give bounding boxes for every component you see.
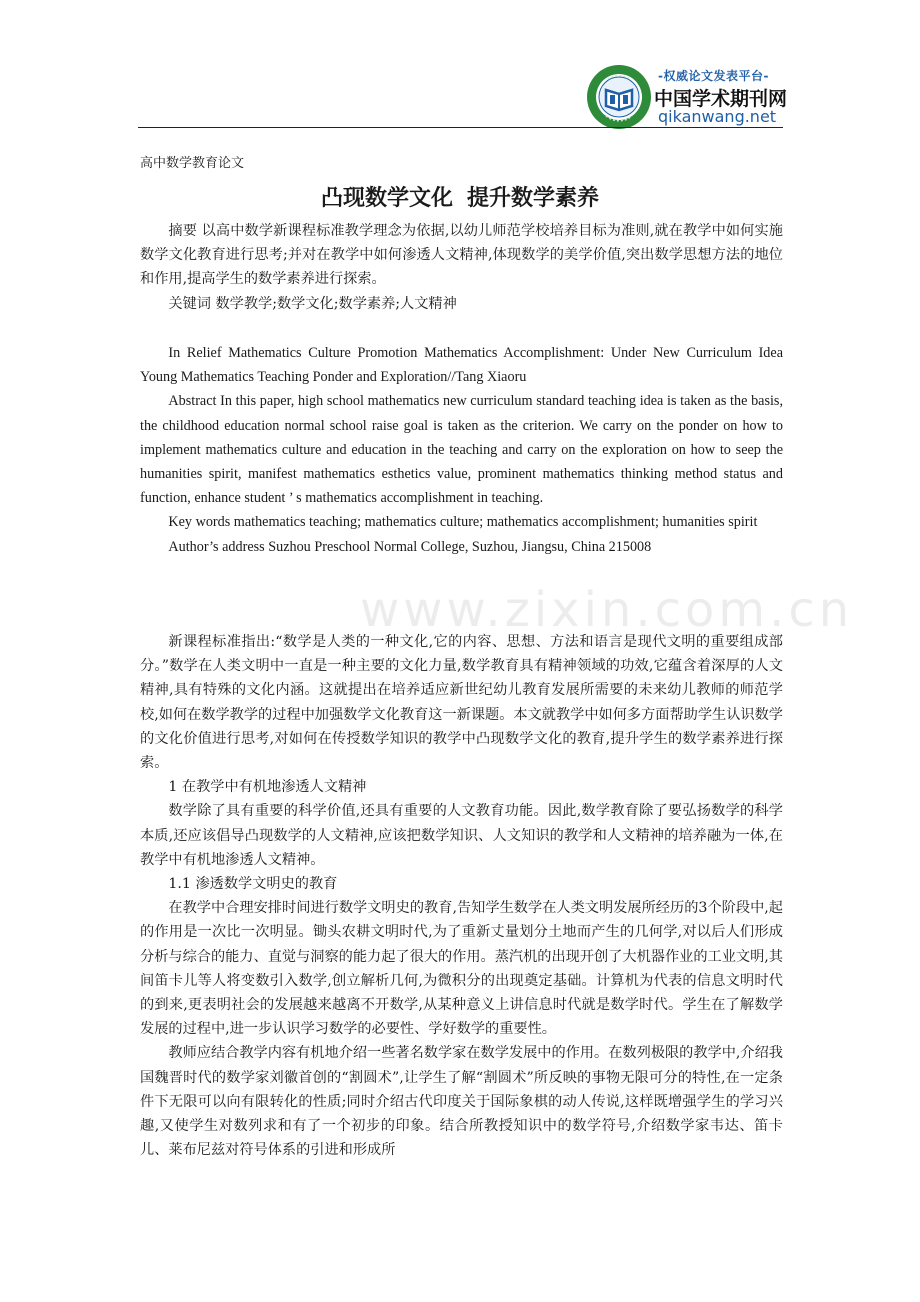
watermark: www.zixin.com.cn: [360, 582, 854, 638]
paragraph-1: 数学除了具有重要的科学价值,还具有重要的人文教育功能。因此,数学教育除了要弘扬数学的科学本质,还应该倡导凸现数学的人文精神,应该把数学知识、人文知识的教学和人文精神的培养融为一体,在教学中有机地渗透人文精神。: [140, 803, 783, 868]
title-part-2: 提升数学素养: [467, 186, 600, 211]
heading-1-1: 1.1 渗透数学文明史的教育: [168, 876, 338, 893]
header-divider: [138, 127, 783, 128]
keywords-cn: 关键词 数学教学;数学文化;数学素养;人文精神: [168, 295, 457, 312]
paragraph-3: 教师应结合教学内容有机地介绍一些著名数学家在数学发展中的作用。在数列极限的教学中,介绍我国魏晋时代的数学家刘徽首创的“割圆术”,让学生了解“割圆术”所反映的事物无限可分的特性,在一定条件下无限可以向有限转化的性质;同时介绍古代印度关于国际象棋的动人传说,这样既增强学生的学习兴趣,又使学生对数列求和有了一个初步的印象。结合所教授知识中的数学符号,介绍数学家韦达、笛卡儿、莱布尼兹对符号体系的引进和形成所: [140, 1045, 783, 1159]
english-title: In Relief Mathematics Culture Promotion Mathematics Accomplishment: Under New Curriculum Idea Young Mathematics Teaching Ponder and Exploration//Tang Xiaoru: [140, 345, 783, 386]
site-logo[interactable]: [586, 64, 796, 130]
abstract-cn-block: [140, 219, 783, 316]
page-title: [0, 181, 920, 212]
logo-url[interactable]: qikanwang.net: [658, 107, 777, 126]
abstract-cn: 摘要 以高中数学新课程标准教学理念为依据,以幼儿师范学校培养目标为准则,就在教学中如何实施数学文化教育进行思考;并对在教学中如何渗透人文精神,体现数学的美学价值,突出数学思想方法的地位和作用,提高学生的数学素养进行探索。: [140, 223, 783, 288]
english-address: Author’s address Suzhou Preschool Normal College, Suzhou, Jiangsu, China 215008: [168, 538, 652, 555]
section-label: 高中数学教育论文: [140, 156, 245, 171]
logo-slogan: -权威论文发表平台-: [658, 69, 769, 83]
intro-paragraph: 新课程标准指出:“数学是人类的一种文化,它的内容、思想、方法和语言是现代文明的重要组成部分。”数学在人类文明中一直是一种主要的文化力量,数学教育具有精神领域的功效,它蕴含着深厚的人文精神,具有特殊的文化内涵。这就提出在培养适应新世纪幼儿教育发展所需要的未来幼儿教师的师范学校,如何在数学教学的过程中加强数学文化教育这一新课题。本文就教学中如何多方面帮助学生认识数学的文化价值进行思考,对如何在传授数学知识的教学中凸现数学文化的教育,提升学生的数学素养进行探索。: [140, 634, 783, 772]
english-keywords: Key words mathematics teaching; mathematics culture; mathematics accomplishment; humanities spirit: [168, 514, 758, 531]
title-part-1: 凸现数学文化: [320, 186, 453, 211]
english-abstract: Abstract In this paper, high school mathematics new curriculum standard teaching idea is taken as the basis, the childhood education normal school raise goal is taken as the criterion. We carry on the ponder on how to implement mathematics culture and education in the teaching and carry on the exploration on how to seep the humanities spirit, manifest mathematics esthetics value, prominent mathematics thinking method status and function, enhance student ’ s mathematics accomplishment in teaching.: [140, 393, 783, 507]
main-body: [140, 630, 783, 1162]
logo-emblem-icon: [586, 64, 652, 130]
paragraph-2: 在教学中合理安排时间进行数学文明史的教育,告知学生数学在人类文明发展所经历的3个阶段中,起的作用是一次比一次明显。锄头农耕文明时代,为了重新丈量划分土地而产生的几何学,对以后人们形成分析与综合的能力、直觉与洞察的能力起了很大的作用。蒸汽机的出现开创了大机器作业的工业文明,其间笛卡儿等人将变数引入数学,创立解析几何,为微积分的出现奠定基础。计算机为代表的信息文明时代的到来,更表明社会的发展越来越离不开数学,从某种意义上讲信息时代就是数学时代。学生在了解数学发展的过程中,进一步认识学习数学的必要性、学好数学的重要性。: [140, 900, 783, 1038]
abstract-en-block: [140, 341, 783, 559]
heading-1: 1 在教学中有机地渗透人文精神: [168, 779, 367, 796]
logo-site-name: 中国学术期刊网: [654, 88, 788, 110]
